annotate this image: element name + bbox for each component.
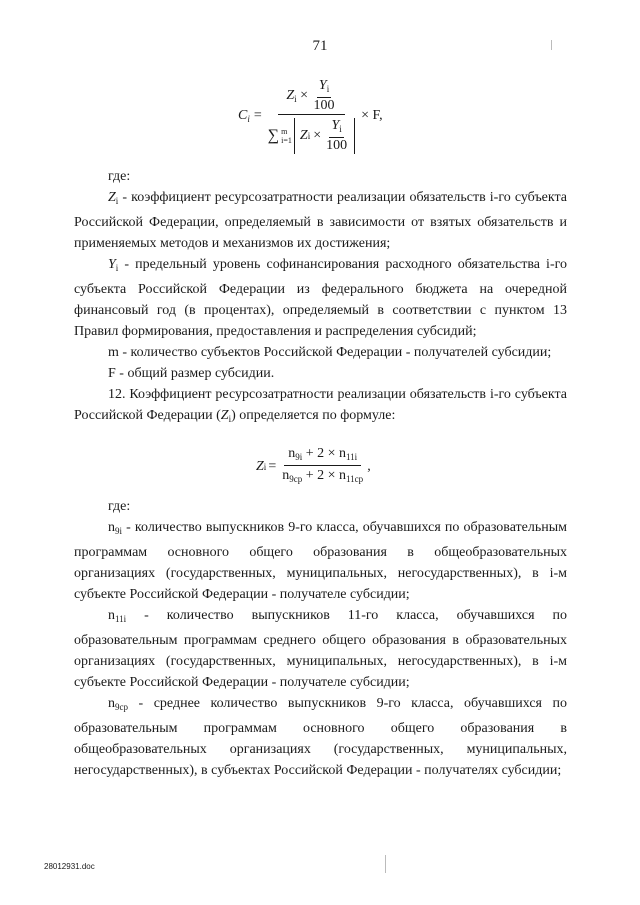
formula-c-fraction: $Z_i$ × $\frac{Y_i}{100}$ ∑ m i=1 Z i × $\frac{Y_i}{100}$: [266, 78, 357, 154]
scan-mark: [551, 40, 552, 50]
scan-mark: [385, 855, 386, 873]
where-label-2: где:: [108, 499, 131, 514]
footer-filename: 28012931.doc: [44, 862, 95, 871]
formula-z: Z i = $\frac{n_{9i} + 2 \times n_{11i}}{n_{9ср} + 2 \times n_{11ср}}$ ,: [256, 446, 371, 484]
definitions-block-1: [74, 166, 567, 430]
definition-zi: $Z_i$ - коэффициент ресурсозатратности реализации обязательств i-го субъекта Российской Федерации, определяемый в зависимости от взятых обязательств и применяемых методов и механизмов их достижения;: [74, 190, 568, 251]
formula-c: $C_i$ = $Z_i$ × $\frac{Y_i}{100}$ ∑ m i=1 Z i × $\frac{Y_i}{100}$ × F,: [238, 78, 383, 153]
definitions-block-2: [74, 496, 567, 781]
definition-n9i: $n_{9i}$ - количество выпускников 9-го класса, обучавшихся по образовательным программам основного общего образования в общеобразовательных организациях (государственных, муниципальных, негосударственных), в i-м субъекте Российской Федерации - получателе субсидии;: [74, 520, 568, 602]
where-label-1: где:: [108, 169, 131, 184]
definition-n11i: $n_{11i}$ - количество выпускников 11-го класса, обучавшихся по образовательным программам среднего общего образования в образовательных организациях (государственных, муниципальных, негосударственных), в i-м субъекте Российской Федерации - получателе субсидии;: [74, 608, 568, 690]
page-number: 71: [312, 38, 328, 54]
definition-m: m - количество субъектов Российской Федерации - получателей субсидии;: [108, 345, 552, 360]
formula-c-lhs: $C_i$: [238, 108, 250, 124]
definition-n9cp: $n_{9ср}$ - среднее количество выпускников 9-го класса, обучавшихся по образовательным программам основного общего образования в общеобразовательных организациях (государственных, муниципальных, негосударственных), в субъектах Российской Федерации - получателях субсидии;: [74, 696, 568, 778]
paragraph-12: 12. Коэффициент ресурсозатратности реализации обязательств i-го субъекта Российской Федерации $(Z_i)$ определяется по формуле:: [74, 387, 567, 424]
definition-f: F - общий размер субсидии.: [108, 366, 275, 381]
definition-yi: $Y_i$ - предельный уровень софинансирования расходного обязательства i-го субъекта Российской Федерации из федерального бюджета на очередной финансовый год (в процентах), определяемый в соответствии с пунктом 13 Правил формирования, предоставления и распределения субсидий;: [74, 257, 567, 339]
